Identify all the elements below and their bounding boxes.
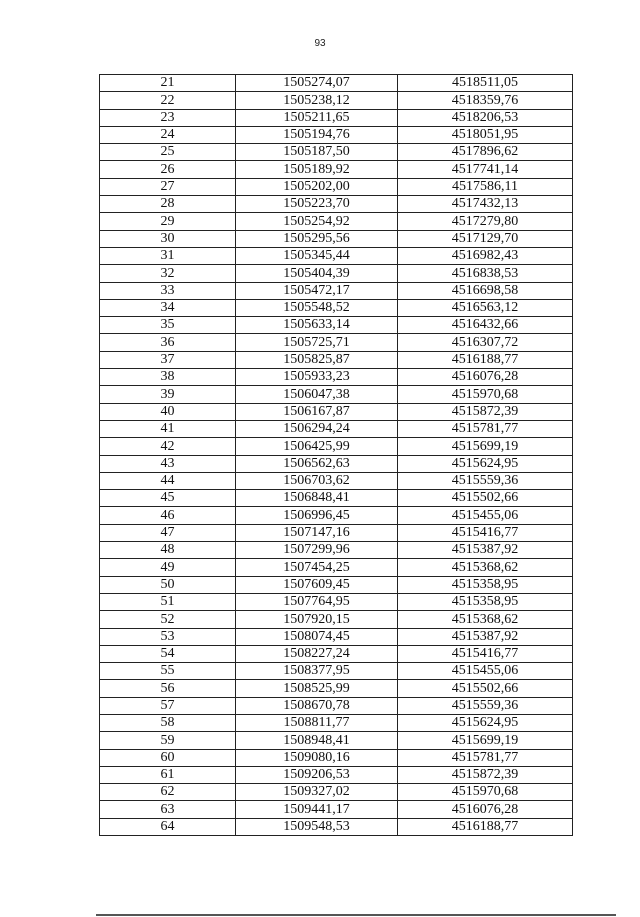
point-number-cell: 31 xyxy=(100,247,236,264)
x-coordinate-cell: 1506562,63 xyxy=(236,455,398,472)
x-coordinate-cell: 1505187,50 xyxy=(236,144,398,161)
table-row xyxy=(100,420,573,437)
table-row xyxy=(100,230,573,247)
x-coordinate-cell: 1506848,41 xyxy=(236,490,398,507)
x-coordinate-cell: 1508377,95 xyxy=(236,663,398,680)
point-number-cell: 45 xyxy=(100,490,236,507)
y-coordinate-cell: 4515699,19 xyxy=(398,438,573,455)
y-coordinate-cell: 4515872,39 xyxy=(398,403,573,420)
point-number-cell: 58 xyxy=(100,714,236,731)
table-row xyxy=(100,559,573,576)
x-coordinate-cell: 1505238,12 xyxy=(236,92,398,109)
table-row xyxy=(100,714,573,731)
y-coordinate-cell: 4515455,06 xyxy=(398,663,573,680)
x-coordinate-cell: 1508811,77 xyxy=(236,714,398,731)
point-number-cell: 40 xyxy=(100,403,236,420)
table-row xyxy=(100,576,573,593)
y-coordinate-cell: 4515358,95 xyxy=(398,593,573,610)
table-row xyxy=(100,196,573,213)
point-number-cell: 53 xyxy=(100,628,236,645)
table-row xyxy=(100,438,573,455)
y-coordinate-cell: 4515416,77 xyxy=(398,524,573,541)
x-coordinate-cell: 1509327,02 xyxy=(236,784,398,801)
table-row xyxy=(100,801,573,818)
point-number-cell: 54 xyxy=(100,645,236,662)
point-number-cell: 26 xyxy=(100,161,236,178)
y-coordinate-cell: 4517741,14 xyxy=(398,161,573,178)
table-row xyxy=(100,593,573,610)
x-coordinate-cell: 1508670,78 xyxy=(236,697,398,714)
table-row xyxy=(100,472,573,489)
x-coordinate-cell: 1505254,92 xyxy=(236,213,398,230)
point-number-cell: 57 xyxy=(100,697,236,714)
y-coordinate-cell: 4516432,66 xyxy=(398,317,573,334)
table-row xyxy=(100,178,573,195)
y-coordinate-cell: 4515358,95 xyxy=(398,576,573,593)
y-coordinate-cell: 4516307,72 xyxy=(398,334,573,351)
table-row xyxy=(100,507,573,524)
point-number-cell: 44 xyxy=(100,472,236,489)
point-number-cell: 32 xyxy=(100,265,236,282)
x-coordinate-cell: 1505548,52 xyxy=(236,299,398,316)
table-row xyxy=(100,542,573,559)
table-row xyxy=(100,403,573,420)
x-coordinate-cell: 1505633,14 xyxy=(236,317,398,334)
point-number-cell: 37 xyxy=(100,351,236,368)
point-number-cell: 49 xyxy=(100,559,236,576)
coordinates-table-body xyxy=(100,75,573,836)
x-coordinate-cell: 1507147,16 xyxy=(236,524,398,541)
x-coordinate-cell: 1509206,53 xyxy=(236,766,398,783)
x-coordinate-cell: 1509548,53 xyxy=(236,818,398,835)
point-number-cell: 50 xyxy=(100,576,236,593)
y-coordinate-cell: 4515416,77 xyxy=(398,645,573,662)
point-number-cell: 56 xyxy=(100,680,236,697)
point-number-cell: 25 xyxy=(100,144,236,161)
table-row xyxy=(100,317,573,334)
x-coordinate-cell: 1508948,41 xyxy=(236,732,398,749)
x-coordinate-cell: 1505472,17 xyxy=(236,282,398,299)
point-number-cell: 42 xyxy=(100,438,236,455)
y-coordinate-cell: 4516188,77 xyxy=(398,351,573,368)
table-row xyxy=(100,282,573,299)
x-coordinate-cell: 1505202,00 xyxy=(236,178,398,195)
x-coordinate-cell: 1505825,87 xyxy=(236,351,398,368)
x-coordinate-cell: 1508074,45 xyxy=(236,628,398,645)
table-row xyxy=(100,490,573,507)
point-number-cell: 48 xyxy=(100,542,236,559)
table-row xyxy=(100,299,573,316)
x-coordinate-cell: 1506425,99 xyxy=(236,438,398,455)
point-number-cell: 23 xyxy=(100,109,236,126)
point-number-cell: 43 xyxy=(100,455,236,472)
x-coordinate-cell: 1505223,70 xyxy=(236,196,398,213)
point-number-cell: 41 xyxy=(100,420,236,437)
x-coordinate-cell: 1505274,07 xyxy=(236,75,398,92)
x-coordinate-cell: 1506996,45 xyxy=(236,507,398,524)
point-number-cell: 55 xyxy=(100,663,236,680)
table-row xyxy=(100,645,573,662)
point-number-cell: 35 xyxy=(100,317,236,334)
page-number: 93 xyxy=(314,38,326,49)
y-coordinate-cell: 4517129,70 xyxy=(398,230,573,247)
y-coordinate-cell: 4516838,53 xyxy=(398,265,573,282)
y-coordinate-cell: 4517432,13 xyxy=(398,196,573,213)
table-row xyxy=(100,75,573,92)
table-row xyxy=(100,680,573,697)
point-number-cell: 27 xyxy=(100,178,236,195)
point-number-cell: 38 xyxy=(100,369,236,386)
table-row xyxy=(100,213,573,230)
x-coordinate-cell: 1508227,24 xyxy=(236,645,398,662)
y-coordinate-cell: 4515781,77 xyxy=(398,749,573,766)
point-number-cell: 21 xyxy=(100,75,236,92)
point-number-cell: 60 xyxy=(100,749,236,766)
x-coordinate-cell: 1506047,38 xyxy=(236,386,398,403)
table-row xyxy=(100,697,573,714)
point-number-cell: 46 xyxy=(100,507,236,524)
y-coordinate-cell: 4515624,95 xyxy=(398,455,573,472)
y-coordinate-cell: 4516188,77 xyxy=(398,818,573,835)
table-row xyxy=(100,749,573,766)
point-number-cell: 33 xyxy=(100,282,236,299)
table-row xyxy=(100,524,573,541)
point-number-cell: 28 xyxy=(100,196,236,213)
x-coordinate-cell: 1505725,71 xyxy=(236,334,398,351)
point-number-cell: 64 xyxy=(100,818,236,835)
table-row xyxy=(100,455,573,472)
x-coordinate-cell: 1505189,92 xyxy=(236,161,398,178)
y-coordinate-cell: 4515387,92 xyxy=(398,628,573,645)
point-number-cell: 47 xyxy=(100,524,236,541)
y-coordinate-cell: 4515624,95 xyxy=(398,714,573,731)
y-coordinate-cell: 4518206,53 xyxy=(398,109,573,126)
point-number-cell: 24 xyxy=(100,126,236,143)
table-row xyxy=(100,109,573,126)
y-coordinate-cell: 4515368,62 xyxy=(398,559,573,576)
table-row xyxy=(100,628,573,645)
point-number-cell: 51 xyxy=(100,593,236,610)
y-coordinate-cell: 4516563,12 xyxy=(398,299,573,316)
table-row xyxy=(100,351,573,368)
table-row xyxy=(100,144,573,161)
y-coordinate-cell: 4518511,05 xyxy=(398,75,573,92)
x-coordinate-cell: 1506703,62 xyxy=(236,472,398,489)
y-coordinate-cell: 4518051,95 xyxy=(398,126,573,143)
table-row xyxy=(100,247,573,264)
table-row xyxy=(100,818,573,835)
point-number-cell: 30 xyxy=(100,230,236,247)
table-row xyxy=(100,126,573,143)
x-coordinate-cell: 1507299,96 xyxy=(236,542,398,559)
point-number-cell: 59 xyxy=(100,732,236,749)
point-number-cell: 29 xyxy=(100,213,236,230)
y-coordinate-cell: 4517279,80 xyxy=(398,213,573,230)
table-row xyxy=(100,784,573,801)
point-number-cell: 61 xyxy=(100,766,236,783)
y-coordinate-cell: 4515559,36 xyxy=(398,697,573,714)
x-coordinate-cell: 1507920,15 xyxy=(236,611,398,628)
y-coordinate-cell: 4517586,11 xyxy=(398,178,573,195)
table-row xyxy=(100,92,573,109)
x-coordinate-cell: 1505211,65 xyxy=(236,109,398,126)
y-coordinate-cell: 4515455,06 xyxy=(398,507,573,524)
x-coordinate-cell: 1505404,39 xyxy=(236,265,398,282)
x-coordinate-cell: 1509441,17 xyxy=(236,801,398,818)
bottom-rule xyxy=(96,914,616,916)
point-number-cell: 62 xyxy=(100,784,236,801)
y-coordinate-cell: 4517896,62 xyxy=(398,144,573,161)
x-coordinate-cell: 1505194,76 xyxy=(236,126,398,143)
y-coordinate-cell: 4515502,66 xyxy=(398,490,573,507)
y-coordinate-cell: 4515970,68 xyxy=(398,784,573,801)
table-row xyxy=(100,611,573,628)
table-row xyxy=(100,663,573,680)
table-row xyxy=(100,161,573,178)
y-coordinate-cell: 4515502,66 xyxy=(398,680,573,697)
table-row xyxy=(100,334,573,351)
x-coordinate-cell: 1505295,56 xyxy=(236,230,398,247)
x-coordinate-cell: 1507454,25 xyxy=(236,559,398,576)
coordinates-table xyxy=(99,74,573,836)
y-coordinate-cell: 4516076,28 xyxy=(398,369,573,386)
y-coordinate-cell: 4515872,39 xyxy=(398,766,573,783)
x-coordinate-cell: 1508525,99 xyxy=(236,680,398,697)
y-coordinate-cell: 4515368,62 xyxy=(398,611,573,628)
x-coordinate-cell: 1509080,16 xyxy=(236,749,398,766)
point-number-cell: 22 xyxy=(100,92,236,109)
y-coordinate-cell: 4516698,58 xyxy=(398,282,573,299)
x-coordinate-cell: 1507764,95 xyxy=(236,593,398,610)
y-coordinate-cell: 4515970,68 xyxy=(398,386,573,403)
y-coordinate-cell: 4515559,36 xyxy=(398,472,573,489)
x-coordinate-cell: 1507609,45 xyxy=(236,576,398,593)
point-number-cell: 36 xyxy=(100,334,236,351)
table-row xyxy=(100,265,573,282)
point-number-cell: 34 xyxy=(100,299,236,316)
point-number-cell: 63 xyxy=(100,801,236,818)
table-row xyxy=(100,386,573,403)
table-row xyxy=(100,732,573,749)
x-coordinate-cell: 1506294,24 xyxy=(236,420,398,437)
y-coordinate-cell: 4515781,77 xyxy=(398,420,573,437)
y-coordinate-cell: 4515699,19 xyxy=(398,732,573,749)
x-coordinate-cell: 1505933,23 xyxy=(236,369,398,386)
table-row xyxy=(100,766,573,783)
x-coordinate-cell: 1506167,87 xyxy=(236,403,398,420)
table-row xyxy=(100,369,573,386)
y-coordinate-cell: 4518359,76 xyxy=(398,92,573,109)
y-coordinate-cell: 4515387,92 xyxy=(398,542,573,559)
point-number-cell: 39 xyxy=(100,386,236,403)
x-coordinate-cell: 1505345,44 xyxy=(236,247,398,264)
y-coordinate-cell: 4516982,43 xyxy=(398,247,573,264)
y-coordinate-cell: 4516076,28 xyxy=(398,801,573,818)
point-number-cell: 52 xyxy=(100,611,236,628)
